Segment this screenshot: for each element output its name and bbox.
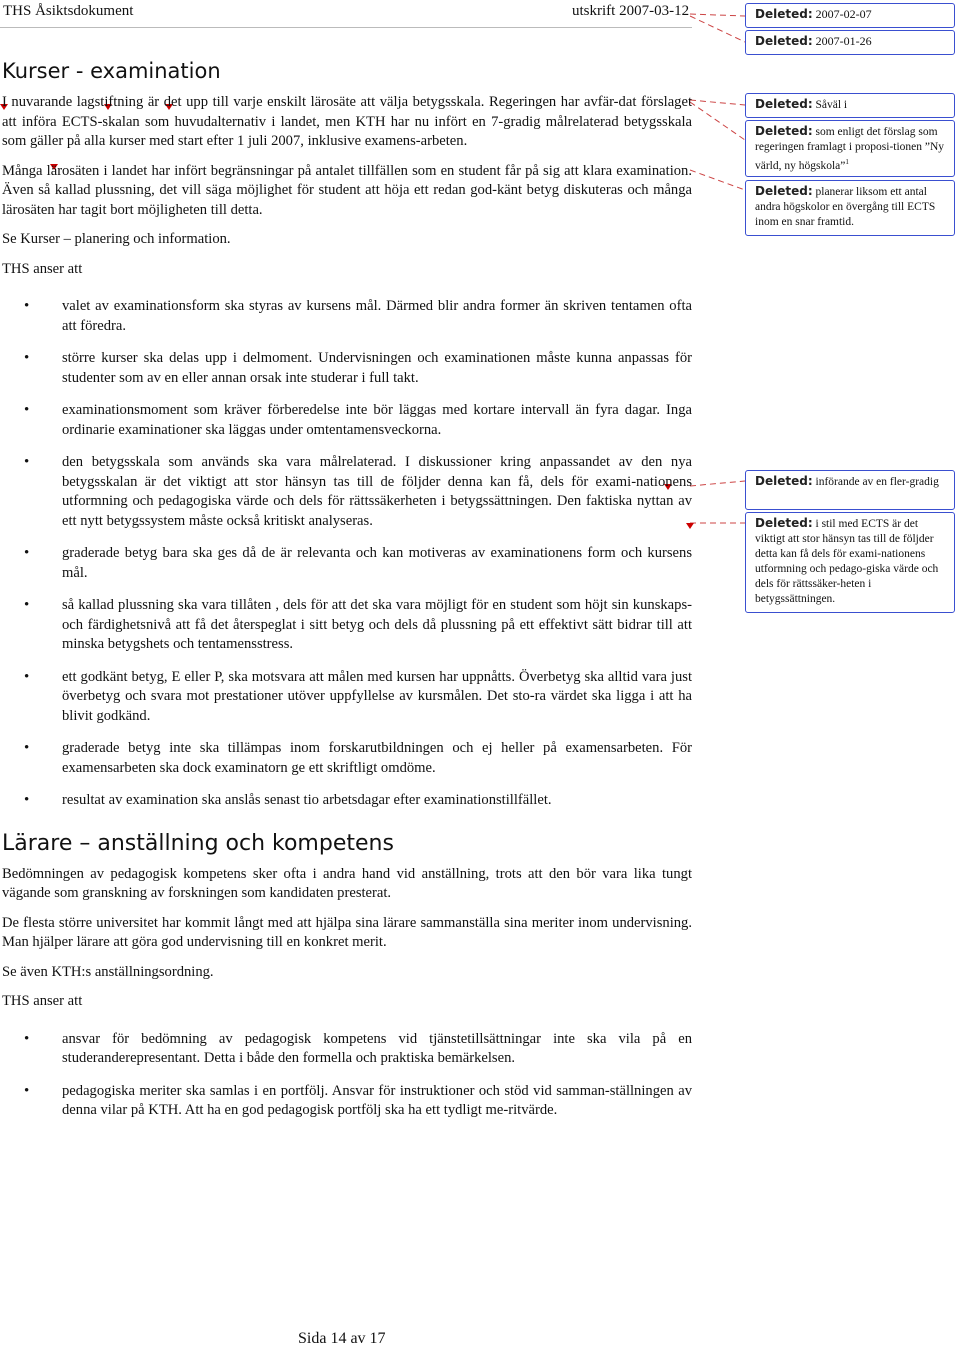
comment-label: Deleted: <box>755 34 813 48</box>
list-item: • ett godkänt betyg, E eller P, ska motsvara att målen med kursen har uppnåtts. Överbetyg ska alltid vara just överbetyg och svara mot prestationer utöver uppfyllelse av kursmålen. Det sto-ra värdet ska ligga i att ha blivit godkänd. <box>2 668 692 727</box>
comment-text: 2007-02-07 <box>815 7 872 21</box>
comment-text: som enligt det förslag som regeringen framlagt i proposi-tionen ”Ny värld, ny högskola” <box>755 126 945 172</box>
comment-balloon[interactable] <box>745 470 955 510</box>
paragraph-link-reference: Se även KTH:s anställningsordning. <box>2 963 214 980</box>
comment-label: Deleted: <box>755 97 813 111</box>
paragraph-link-reference: Se Kurser – planering och information. <box>2 231 231 247</box>
comment-label: Deleted: <box>755 124 813 138</box>
comment-balloon[interactable] <box>745 3 955 28</box>
list-item: • examinationsmoment som kräver förberedelse inte bör läggas med kortare intervall än fyra dagar. Inga ordinarie examinationer ska läggas under omtentamensveckorna. <box>2 401 692 440</box>
comment-text: införande av en fler-gradig <box>815 476 939 488</box>
comment-label: Deleted: <box>755 474 813 488</box>
list-item: • den betygsskala som används ska vara målrelaterad. I diskussioner kring anpassandet av den nya betygsskalan är det viktigt att stor hänsyn tas till de följder denna kan få, dels för exami-nationens utformning och pedagogiska värde och dels för rättssäkerheten i betygssättningen. Den faktiska nyttan av ett nytt betygssystem måste också kritiskt analyseras. <box>2 453 692 531</box>
paragraph: Bedömningen av pedagogisk kompetens sker ofta i andra hand vid anställning, trots att den bör vara lika tungt vägande som granskning av forskningen som kandidaten presterat. <box>2 865 692 901</box>
paragraph: I nuvarande lagstiftning är det upp till varje enskilt lärosäte att välja betygsskala. Regeringen har avfär-dat förslaget att införa ECTS-skalan som huvudalternativ i landet, men KTH har nu infört en 7-gradig målrelaterad betygsskala som gäller på alla kurser med start efter 1 juli 2007, inklusive examens-arbeten. <box>2 94 692 149</box>
comment-balloon[interactable] <box>745 180 955 236</box>
section-heading-kurser: Kurser - examination <box>2 59 221 83</box>
bullet-list-kurser <box>2 297 692 811</box>
list-item: • resultat av examination ska anslås senast tio arbetsdagar efter examinationstillfället. <box>2 791 692 811</box>
comment-text: Såväl i <box>815 99 848 111</box>
comment-balloon[interactable] <box>745 30 955 55</box>
comment-label: Deleted: <box>755 184 813 198</box>
paragraph: Många lärosäten i landet har infört begränsningar på antalet tillfällen som en student får på sig att klara examination. Även så kallad plussning, det vill säga möjlighet för student att höja ett redan god-känt betyg diskuteras och många lärosäten har tagit bort möjligheten till detta. <box>2 162 692 218</box>
paragraph: THS anser att <box>2 993 83 1009</box>
leader-line <box>690 14 745 16</box>
comment-text: planerar liksom ett antal andra högskolor en övergång till ECTS inom en snar framtid. <box>755 186 936 228</box>
page-number: Sida 14 av 17 <box>298 1330 386 1347</box>
footnote-mark: 1 <box>845 158 849 166</box>
section-heading-larare: Lärare – anställning och kompetens <box>2 830 394 856</box>
document-body <box>2 58 692 1134</box>
document-title: THS Åsiktsdokument <box>3 3 134 19</box>
print-date: utskrift 2007-03-12 <box>572 3 690 19</box>
list-item: • pedagogiska meriter ska samlas i en portfölj. Ansvar för instruktioner och stöd vid samman-ställningen av denna vilar på KTH. Att ha en god pedagogisk portfölj ska ha ett tydligt me-ritvärde. <box>2 1082 692 1121</box>
comment-label: Deleted: <box>755 7 813 21</box>
paragraph: THS anser att <box>2 260 83 277</box>
comment-balloon[interactable] <box>745 120 955 177</box>
list-item: • större kurser ska delas upp i delmoment. Undervisningen och examinationen måste kunna anpassas för studenter som av en eller annan orsak inte studerar i full takt. <box>2 349 692 388</box>
comment-balloon[interactable] <box>745 93 955 118</box>
comment-balloon[interactable] <box>745 512 955 613</box>
list-item: • valet av examinationsform ska styras av kursens mål. Därmed blir andra former än skriven tentamen ofta att föredra. <box>2 297 692 336</box>
list-item: • ansvar för bedömning av pedagogisk kompetens vid tjänstetillsättningar inte ska vila på en studeranderepresentant. Detta i både den formella och praktiska bemärkelsen. <box>2 1030 692 1069</box>
header-divider <box>0 27 692 28</box>
leader-line <box>690 481 745 486</box>
list-item: • graderade betyg bara ska ges då de är relevanta och kan motiveras av examinationens form och kursens mål. <box>2 544 692 583</box>
comment-text: 2007-01-26 <box>815 34 872 48</box>
bullet-list-larare <box>2 1030 692 1121</box>
leader-line <box>690 100 745 105</box>
paragraph: De flesta större universitet har kommit långt med att hjälpa sina lärare sammanställa sina meriter inom undervisning. Man hjälper lärare att göra god undervisning till en konkret merit. <box>2 914 692 950</box>
leader-line <box>690 102 745 140</box>
comment-text: i stil med ECTS är det viktigt att stor hänsyn tas till de följder detta kan få dels för exami-nationens utformning och pedago-giska värde och dels för rättssäker-heten i betygssättningen. <box>755 518 939 605</box>
comment-label: Deleted: <box>755 516 813 530</box>
list-item: • så kallad plussning ska vara tillåten , dels för att det ska vara möjligt för en student som höjt sin kunskaps- och färdighetsnivå att få det återspeglat i sitt betyg och dels då plussning på ett effektivt sätt bidrar till att minska betygshets och tentamensstress. <box>2 596 692 655</box>
list-item: • graderade betyg inte ska tillämpas inom forskarutbildningen och ej heller på examensarbeten. För examensarbeten ska dock examinatorn ge ett skriftligt omdöme. <box>2 739 692 778</box>
leader-line <box>690 170 745 190</box>
leader-line <box>690 16 745 42</box>
